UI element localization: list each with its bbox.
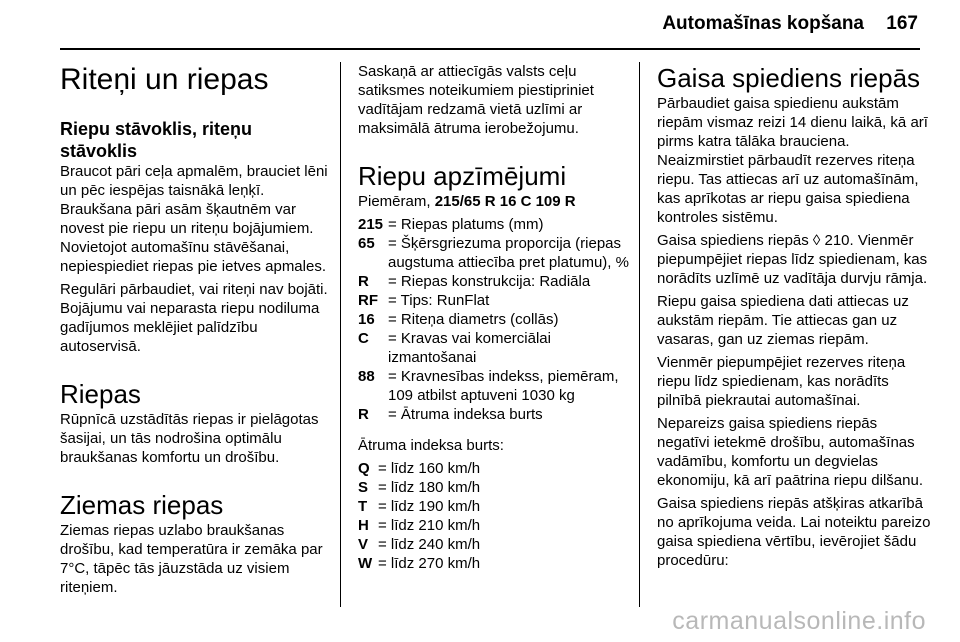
heading-winter-tyres: Ziemas riepas (60, 490, 224, 520)
heading-tyre-designations: Riepu apzīmējumi (358, 161, 567, 191)
paragraph: Gaisa spiediens riepās atšķiras atkarībā no aprīkojuma veida. Lai noteiktu pareizo gaisa spiediena vērtību, ievērojiet šādu procedūru: (657, 495, 931, 569)
paragraph: Riepu gaisa spiediena dati attiecas uz aukstām riepām. Tie attiecas gan uz vasaras, gan uz ziemas riepām. (657, 293, 909, 348)
legend-row: RF = Tips: RunFlat (358, 292, 490, 309)
paragraph: Nepareizs gaisa spiediens riepās negatīvi ietekmē drošību, automašīnas vadāmību, komfortu un degvielas ekonomiju, kā arī paātrina riepu dilšanu. (657, 415, 923, 489)
paragraph: Saskaņā ar attiecīgās valsts ceļu satiksmes noteikumiem piestipriniet vadītājam redzamā vietā uzlīmi ar maksimālā ātruma ierobežojumu. (358, 63, 594, 137)
page-number: 167 (886, 13, 918, 34)
legend-row: R = Ātruma indeksa burts (358, 406, 543, 423)
paragraph: Rūpnīcā uzstādītās riepas ir pielāgotas šasijai, un tās nodrošina optimālu braukšanas komfortu un drošību. (60, 411, 319, 466)
column-left (60, 62, 330, 601)
paragraph: Vienmēr piepumpējiet rezerves riteņa riepu līdz spiedienam, kas norādīts pilnībā piekrautai automašīnai. (657, 354, 906, 409)
speed-row: V = līdz 240 km/h (358, 536, 481, 553)
speed-index-legend (358, 459, 633, 573)
legend-row: 65 = Šķērsgriezuma proporcija (riepas augstuma attiecība pret platumu), % (358, 235, 629, 271)
heading-tyres: Riepas (60, 379, 141, 409)
column-divider-2 (639, 62, 640, 607)
column-divider-1 (340, 62, 341, 607)
paragraph: Ziemas riepas uzlabo braukšanas drošību, kad temperatūra ir zemāka par 7°C, tāpēc tās jāuzstāda uz visiem riteņiem. (60, 522, 323, 596)
watermark: carmanualsonline.info (672, 607, 926, 635)
legend-row: C = Kravas vai komerciālai izmantošanai (358, 330, 551, 366)
legend-row: R = Riepas konstrukcija: Radiāla (358, 273, 591, 290)
legend-row: 88 = Kravnesības indekss, piemēram, 109 atbilst aptuveni 1030 kg (358, 368, 619, 404)
running-header-section: Automašīnas kopšana (662, 13, 864, 34)
example-line (358, 192, 633, 211)
example-label: Piemēram, (358, 193, 435, 210)
speed-row: S = līdz 180 km/h (358, 479, 481, 496)
speed-row: H = līdz 210 km/h (358, 517, 481, 534)
paragraph: Braucot pāri ceļa apmalēm, brauciet lēni un pēc iespējas taisnākā leņķī. Braukšana pāri asām šķautnēm var novest pie riepu un riteņu bojājumiem. Novietojot automašīnu stāvēšanai, nepiespiediet riepas pie ietves apmales. (60, 163, 328, 275)
paragraph: Gaisa spiediens riepās ◊ 210. Vienmēr piepumpējiet riepas līdz spiedienam, kas norādīts uzlīmē uz vadītāja durvju rāmja. (657, 232, 928, 287)
heading-tyre-condition: Riepu stāvoklis, riteņu stāvoklis (60, 119, 253, 161)
legend-row: 215 = Riepas platums (mm) (358, 216, 544, 233)
header-rule (60, 48, 920, 50)
chapter-title: Riteņi un riepas (60, 63, 269, 96)
designation-legend (358, 215, 633, 424)
speed-row: W = līdz 270 km/h (358, 555, 481, 572)
legend-row: 16 = Riteņa diametrs (collās) (358, 311, 559, 328)
heading-tyre-pressure: Gaisa spiediens riepās (657, 63, 921, 93)
speed-row: T = līdz 190 km/h (358, 498, 481, 515)
speed-row: Q = līdz 160 km/h (358, 460, 481, 477)
paragraph: Pārbaudiet gaisa spiedienu aukstām riepām vismaz reizi 14 dienu laikā, kā arī pirms katra tālāka brauciena. Neaizmirstiet pārbaudīt rezerves riteņa riepu. Tas attiecas arī uz automašīnām, kas aprīkotas ar riepu gaisa spiediena kontroles sistēmu. (657, 95, 928, 226)
column-middle (358, 62, 633, 573)
paragraph: Regulāri pārbaudiet, vai riteņi nav bojāti. Bojājumu vai neparasta riepu nodiluma gadījumos meklējiet palīdzību autoservisā. (60, 281, 328, 355)
speed-index-label: Ātruma indeksa burts: (358, 437, 504, 454)
example-code: 215/65 R 16 C 109 R (434, 193, 576, 210)
column-right (657, 62, 932, 574)
